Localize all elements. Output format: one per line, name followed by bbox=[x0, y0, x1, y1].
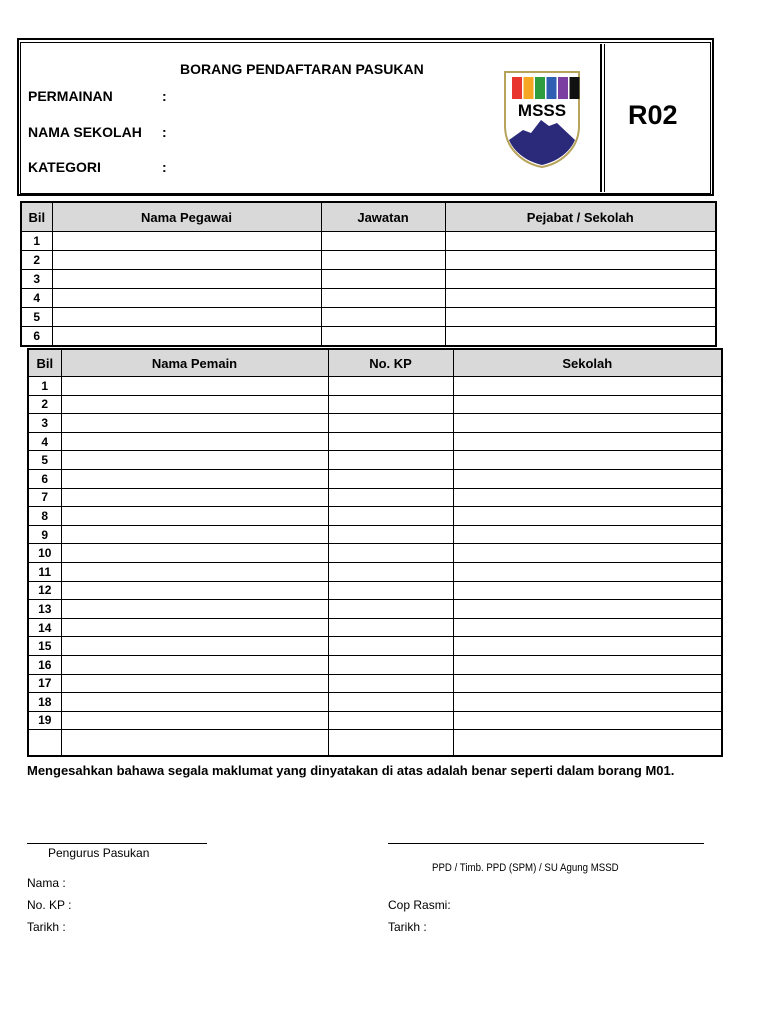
players-entry-cell[interactable] bbox=[61, 414, 328, 433]
players-entry-cell[interactable] bbox=[328, 674, 453, 693]
players-row bbox=[28, 395, 722, 414]
officers-entry-cell[interactable] bbox=[52, 327, 321, 347]
form-code: R02 bbox=[628, 100, 678, 130]
players-entry-cell[interactable] bbox=[61, 618, 328, 637]
officers-table bbox=[20, 201, 717, 347]
officers-row bbox=[21, 327, 716, 347]
players-entry-cell[interactable] bbox=[453, 414, 722, 433]
players-entry-cell[interactable] bbox=[328, 469, 453, 488]
players-entry-cell[interactable] bbox=[328, 414, 453, 433]
players-entry-cell[interactable] bbox=[61, 488, 328, 507]
field-colon-permainan: : bbox=[162, 88, 167, 104]
players-entry-cell[interactable] bbox=[328, 377, 453, 396]
officers-entry-cell[interactable] bbox=[445, 327, 716, 347]
players-entry-cell[interactable] bbox=[61, 562, 328, 581]
manager-field-no-kp: No. KP : bbox=[27, 898, 72, 912]
officers-entry-cell[interactable] bbox=[52, 232, 321, 251]
players-entry-cell[interactable] bbox=[453, 377, 722, 396]
officers-entry-cell[interactable] bbox=[445, 251, 716, 270]
officers-entry-cell[interactable] bbox=[321, 270, 445, 289]
officers-entry-cell[interactable] bbox=[52, 270, 321, 289]
players-row bbox=[28, 451, 722, 470]
officers-row-number: 4 bbox=[21, 289, 52, 308]
players-entry-cell[interactable] bbox=[328, 451, 453, 470]
officers-col-jawatan: Jawatan bbox=[321, 202, 445, 232]
players-row bbox=[28, 655, 722, 674]
logo-text: MSSS bbox=[517, 101, 567, 120]
official-field-cop-rasmi: Cop Rasmi: bbox=[388, 898, 451, 912]
players-entry-cell[interactable] bbox=[328, 618, 453, 637]
players-entry-cell[interactable] bbox=[453, 600, 722, 619]
officers-row-number: 1 bbox=[21, 232, 52, 251]
players-row-number: 1 bbox=[28, 377, 61, 396]
players-entry-cell[interactable] bbox=[61, 432, 328, 451]
officers-entry-cell[interactable] bbox=[321, 232, 445, 251]
logo-stripe bbox=[570, 77, 580, 99]
players-row-number: 5 bbox=[28, 451, 61, 470]
players-entry-cell[interactable] bbox=[61, 693, 328, 712]
players-table bbox=[27, 348, 723, 757]
players-entry-cell[interactable] bbox=[328, 730, 453, 757]
signature-title-manager: Pengurus Pasukan bbox=[48, 846, 150, 860]
players-entry-cell[interactable] bbox=[61, 730, 328, 757]
field-label-permainan: PERMAINAN bbox=[28, 88, 113, 104]
players-row-number: 18 bbox=[28, 693, 61, 712]
header-divider bbox=[600, 44, 602, 192]
officers-col-bil: Bil bbox=[21, 202, 52, 232]
officers-row-number: 3 bbox=[21, 270, 52, 289]
players-entry-cell[interactable] bbox=[61, 711, 328, 730]
players-entry-cell[interactable] bbox=[61, 451, 328, 470]
officers-entry-cell[interactable] bbox=[445, 289, 716, 308]
logo-stripe bbox=[524, 77, 534, 99]
players-row bbox=[28, 469, 722, 488]
field-colon-kategori: : bbox=[162, 159, 167, 175]
players-row bbox=[28, 637, 722, 656]
players-entry-cell[interactable] bbox=[61, 544, 328, 563]
players-row bbox=[28, 507, 722, 526]
players-entry-cell[interactable] bbox=[328, 562, 453, 581]
players-entry-cell[interactable] bbox=[61, 674, 328, 693]
players-row bbox=[28, 414, 722, 433]
players-row-number: 12 bbox=[28, 581, 61, 600]
players-entry-cell[interactable] bbox=[328, 600, 453, 619]
players-row-number: 19 bbox=[28, 711, 61, 730]
players-entry-cell[interactable] bbox=[453, 525, 722, 544]
officers-col-pejabat-sekolah: Pejabat / Sekolah bbox=[445, 202, 716, 232]
players-row-number: 9 bbox=[28, 525, 61, 544]
logo-stripe bbox=[512, 77, 522, 99]
players-col-nama-pemain: Nama Pemain bbox=[61, 349, 328, 377]
players-row-number: 13 bbox=[28, 600, 61, 619]
players-entry-cell[interactable] bbox=[453, 655, 722, 674]
logo-stripe bbox=[558, 77, 568, 99]
signature-line-official bbox=[388, 843, 704, 844]
players-row bbox=[28, 711, 722, 730]
players-entry-cell[interactable] bbox=[453, 693, 722, 712]
players-entry-cell[interactable] bbox=[328, 525, 453, 544]
officers-entry-cell[interactable] bbox=[445, 308, 716, 327]
players-entry-cell[interactable] bbox=[328, 395, 453, 414]
players-entry-cell[interactable] bbox=[328, 581, 453, 600]
players-entry-cell[interactable] bbox=[61, 469, 328, 488]
players-row bbox=[28, 377, 722, 396]
players-row bbox=[28, 562, 722, 581]
players-row bbox=[28, 581, 722, 600]
players-row bbox=[28, 525, 722, 544]
players-entry-cell[interactable] bbox=[328, 432, 453, 451]
officers-row-number: 5 bbox=[21, 308, 52, 327]
players-row bbox=[28, 544, 722, 563]
players-row bbox=[28, 618, 722, 637]
signature-line-manager bbox=[27, 843, 207, 844]
players-row bbox=[28, 674, 722, 693]
officers-row-number: 6 bbox=[21, 327, 52, 347]
players-row-number: 11 bbox=[28, 562, 61, 581]
players-row-number: 17 bbox=[28, 674, 61, 693]
players-entry-cell[interactable] bbox=[328, 693, 453, 712]
officers-row bbox=[21, 251, 716, 270]
officers-entry-cell[interactable] bbox=[52, 251, 321, 270]
players-entry-cell[interactable] bbox=[453, 432, 722, 451]
players-row-number: 10 bbox=[28, 544, 61, 563]
players-row-number: 6 bbox=[28, 469, 61, 488]
players-entry-cell[interactable] bbox=[61, 395, 328, 414]
officers-row bbox=[21, 232, 716, 251]
header-divider-thin bbox=[604, 44, 605, 192]
players-col-sekolah: Sekolah bbox=[453, 349, 722, 377]
manager-field-nama: Nama : bbox=[27, 876, 66, 890]
players-entry-cell[interactable] bbox=[453, 395, 722, 414]
players-entry-cell[interactable] bbox=[61, 655, 328, 674]
players-row-number: 16 bbox=[28, 655, 61, 674]
officers-row-number: 2 bbox=[21, 251, 52, 270]
players-entry-cell[interactable] bbox=[453, 469, 722, 488]
officers-entry-cell[interactable] bbox=[321, 251, 445, 270]
players-entry-cell[interactable] bbox=[453, 730, 722, 757]
players-entry-cell[interactable] bbox=[61, 637, 328, 656]
form-title: BORANG PENDAFTARAN PASUKAN bbox=[180, 61, 424, 77]
players-entry-cell[interactable] bbox=[328, 488, 453, 507]
players-entry-cell[interactable] bbox=[453, 618, 722, 637]
players-entry-cell[interactable] bbox=[453, 488, 722, 507]
players-entry-cell[interactable] bbox=[453, 562, 722, 581]
players-entry-cell[interactable] bbox=[61, 525, 328, 544]
officers-row bbox=[21, 308, 716, 327]
players-row-number: 2 bbox=[28, 395, 61, 414]
officers-col-nama-pegawai: Nama Pegawai bbox=[52, 202, 321, 232]
players-entry-cell[interactable] bbox=[453, 507, 722, 526]
officers-row bbox=[21, 270, 716, 289]
officers-entry-cell[interactable] bbox=[321, 289, 445, 308]
officers-entry-cell[interactable] bbox=[321, 327, 445, 347]
players-entry-cell[interactable] bbox=[453, 544, 722, 563]
players-entry-cell[interactable] bbox=[61, 581, 328, 600]
officers-entry-cell[interactable] bbox=[52, 289, 321, 308]
players-row bbox=[28, 600, 722, 619]
players-row-number: 14 bbox=[28, 618, 61, 637]
msss-logo bbox=[503, 70, 581, 168]
players-row-number: 7 bbox=[28, 488, 61, 507]
officers-entry-cell[interactable] bbox=[321, 308, 445, 327]
officers-entry-cell[interactable] bbox=[52, 308, 321, 327]
players-row-number: 4 bbox=[28, 432, 61, 451]
players-entry-cell[interactable] bbox=[28, 730, 61, 757]
field-colon-nama-sekolah: : bbox=[162, 124, 167, 140]
players-row-number: 8 bbox=[28, 507, 61, 526]
players-row-number: 15 bbox=[28, 637, 61, 656]
players-entry-cell[interactable] bbox=[453, 581, 722, 600]
players-entry-cell[interactable] bbox=[453, 711, 722, 730]
players-entry-cell[interactable] bbox=[328, 507, 453, 526]
field-label-kategori: KATEGORI bbox=[28, 159, 101, 175]
officers-entry-cell[interactable] bbox=[445, 270, 716, 289]
players-col-no-kp: No. KP bbox=[328, 349, 453, 377]
players-entry-cell[interactable] bbox=[61, 377, 328, 396]
declaration-text: Mengesahkan bahawa segala maklumat yang dinyatakan di atas adalah benar seperti dalam borang M01. bbox=[27, 763, 675, 778]
players-entry-cell[interactable] bbox=[61, 600, 328, 619]
officers-entry-cell[interactable] bbox=[445, 232, 716, 251]
players-entry-cell[interactable] bbox=[328, 544, 453, 563]
signature-title-official: PPD / Timb. PPD (SPM) / SU Agung MSSD bbox=[432, 862, 619, 874]
logo-stripe bbox=[547, 77, 557, 99]
logo-stripe bbox=[535, 77, 545, 99]
players-entry-cell[interactable] bbox=[453, 451, 722, 470]
players-row-number: 3 bbox=[28, 414, 61, 433]
players-col-bil: Bil bbox=[28, 349, 61, 377]
players-entry-cell[interactable] bbox=[328, 637, 453, 656]
players-row bbox=[28, 432, 722, 451]
players-entry-cell[interactable] bbox=[328, 711, 453, 730]
officers-row bbox=[21, 289, 716, 308]
players-entry-cell[interactable] bbox=[453, 637, 722, 656]
players-row bbox=[28, 693, 722, 712]
players-row bbox=[28, 488, 722, 507]
players-entry-cell[interactable] bbox=[61, 507, 328, 526]
official-field-tarikh: Tarikh : bbox=[388, 920, 427, 934]
field-label-nama-sekolah: NAMA SEKOLAH bbox=[28, 124, 142, 140]
players-entry-cell[interactable] bbox=[453, 674, 722, 693]
manager-field-tarikh: Tarikh : bbox=[27, 920, 66, 934]
players-row-blank bbox=[28, 730, 722, 757]
players-entry-cell[interactable] bbox=[328, 655, 453, 674]
